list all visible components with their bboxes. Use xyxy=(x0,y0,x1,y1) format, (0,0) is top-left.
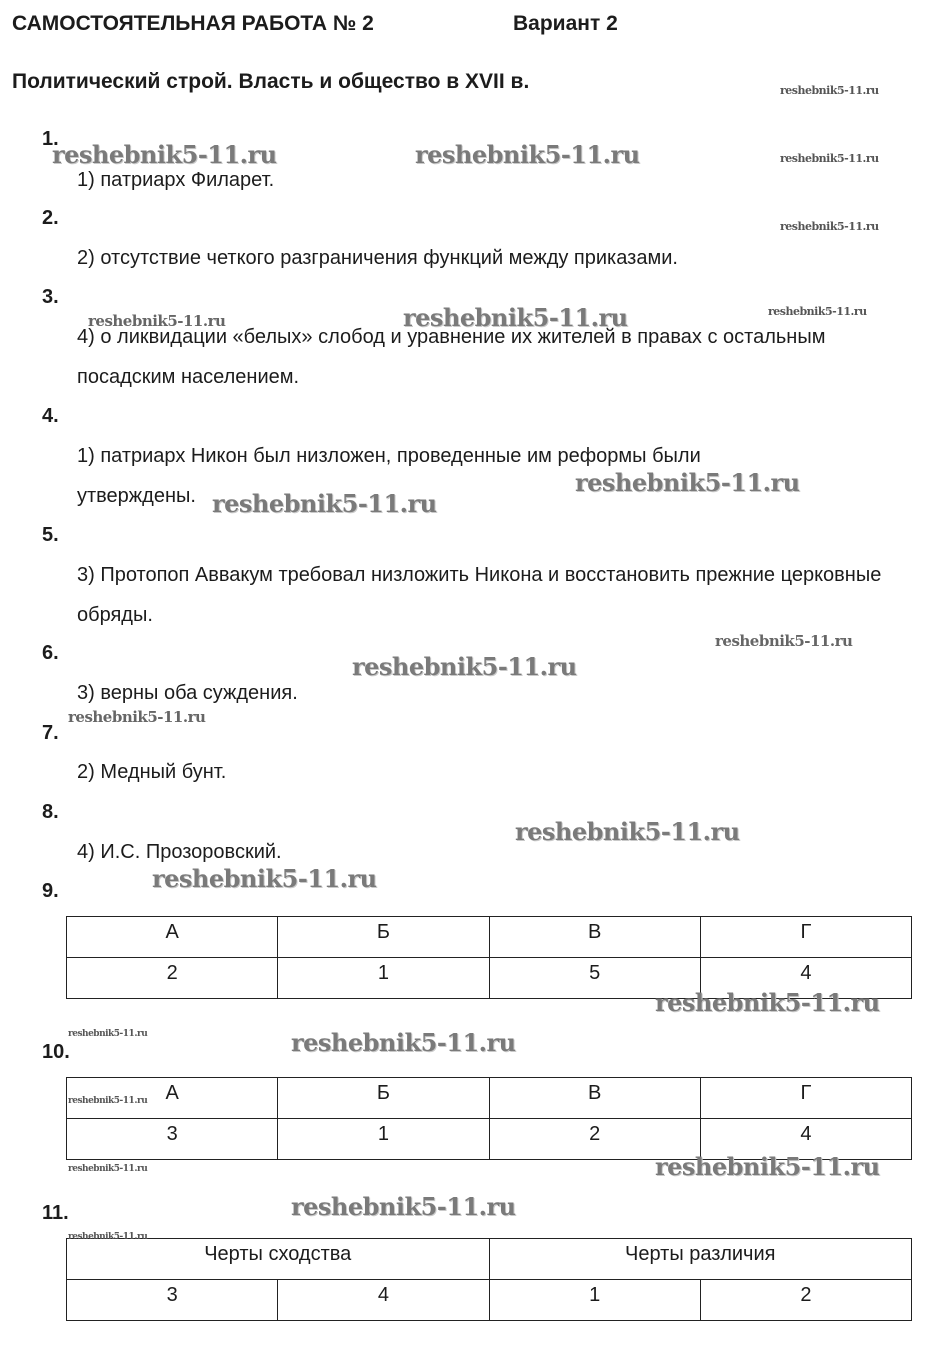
table-header-cell: Черты различия xyxy=(489,1239,912,1280)
watermark: reshebnik5-11.ru xyxy=(768,305,867,318)
watermark: reshebnik5-11.ru xyxy=(403,303,628,332)
watermark: reshebnik5-11.ru xyxy=(68,708,206,726)
question-number: 6. xyxy=(42,642,59,664)
topic-heading: Политический строй. Власть и общество в XVII в. xyxy=(12,70,530,93)
answer-text: 3) Протопоп Аввакум требовал низложить Никона и восстановить прежние церковные обряды. xyxy=(77,564,882,626)
watermark: reshebnik5-11.ru xyxy=(68,1232,148,1242)
watermark: reshebnik5-11.ru xyxy=(352,652,577,681)
watermark: reshebnik5-11.ru xyxy=(52,140,277,169)
question-number: 1. xyxy=(42,128,59,150)
table-cell: 3 xyxy=(67,1119,278,1160)
question-number: 8. xyxy=(42,801,59,823)
watermark: reshebnik5-11.ru xyxy=(68,1029,148,1039)
table-header-cell: Б xyxy=(278,917,489,958)
watermark: reshebnik5-11.ru xyxy=(515,817,740,846)
table-cell: 2 xyxy=(67,958,278,999)
table-cell: 2 xyxy=(489,1119,700,1160)
table-cell: 2 xyxy=(700,1280,911,1321)
answer-text: 2) отсутствие четкого разграничения функций между приказами. xyxy=(77,247,678,269)
table-cell: 4 xyxy=(700,958,911,999)
table-header-cell: Г xyxy=(700,917,911,958)
question-number: 3. xyxy=(42,286,59,308)
watermark: reshebnik5-11.ru xyxy=(415,140,640,169)
table-header-cell: Г xyxy=(700,1078,911,1119)
table-cell: 1 xyxy=(489,1280,700,1321)
table-cell: 4 xyxy=(700,1119,911,1160)
watermark: reshebnik5-11.ru xyxy=(780,220,879,233)
question-number: 7. xyxy=(42,722,59,744)
watermark: reshebnik5-11.ru xyxy=(68,1096,148,1106)
watermark: reshebnik5-11.ru xyxy=(780,152,879,165)
watermark: reshebnik5-11.ru xyxy=(780,84,879,97)
watermark: reshebnik5-11.ru xyxy=(291,1192,516,1221)
answer-text: 4) И.С. Прозоровский. xyxy=(77,841,282,863)
watermark: reshebnik5-11.ru xyxy=(152,864,377,893)
table-cell: 1 xyxy=(278,1119,489,1160)
watermark: reshebnik5-11.ru xyxy=(212,489,437,518)
question-number: 11. xyxy=(42,1202,69,1224)
table-header-cell: В xyxy=(489,917,700,958)
watermark: reshebnik5-11.ru xyxy=(291,1028,516,1057)
watermark: reshebnik5-11.ru xyxy=(88,312,226,330)
table-header-cell: А xyxy=(67,1078,278,1119)
answer-table-11 xyxy=(66,1238,912,1321)
table-cell: 1 xyxy=(278,958,489,999)
answer-text: 1) патриарх Никон был низложен, проведенные им реформы были утверждены. xyxy=(77,445,701,507)
table-cell: 5 xyxy=(489,958,700,999)
table-cell: 4 xyxy=(278,1280,489,1321)
question-number: 10. xyxy=(42,1041,70,1063)
watermark: reshebnik5-11.ru xyxy=(575,468,800,497)
watermark: reshebnik5-11.ru xyxy=(655,988,880,1017)
worksheet-title: САМОСТОЯТЕЛЬНАЯ РАБОТА № 2 xyxy=(12,12,374,35)
answer-text: 1) патриарх Филарет. xyxy=(77,169,275,191)
table-header-row xyxy=(67,1239,912,1280)
table-cell: 3 xyxy=(67,1280,278,1321)
table-header-cell: Б xyxy=(278,1078,489,1119)
answer-table-10 xyxy=(66,1077,912,1160)
answer-text: 2) Медный бунт. xyxy=(77,761,227,783)
question-number: 9. xyxy=(42,880,59,902)
table-header-cell: Черты сходства xyxy=(67,1239,490,1280)
answer-text: 3) верны оба суждения. xyxy=(77,682,298,704)
table-row xyxy=(67,1280,912,1321)
answer-text: 4) о ликвидации «белых» слобод и уравнение их жителей в правах с остальным посадским населением. xyxy=(77,326,826,388)
table-header-row xyxy=(67,1078,912,1119)
table-header-cell: А xyxy=(67,917,278,958)
answer-table-9 xyxy=(66,916,912,999)
question-number: 5. xyxy=(42,524,59,546)
question-number: 4. xyxy=(42,405,59,427)
watermark: reshebnik5-11.ru xyxy=(68,1164,148,1174)
watermark: reshebnik5-11.ru xyxy=(655,1152,880,1181)
variant-label: Вариант 2 xyxy=(513,12,618,35)
watermark: reshebnik5-11.ru xyxy=(715,632,853,650)
question-number: 2. xyxy=(42,207,59,229)
table-header-cell: В xyxy=(489,1078,700,1119)
table-header-row xyxy=(67,917,912,958)
